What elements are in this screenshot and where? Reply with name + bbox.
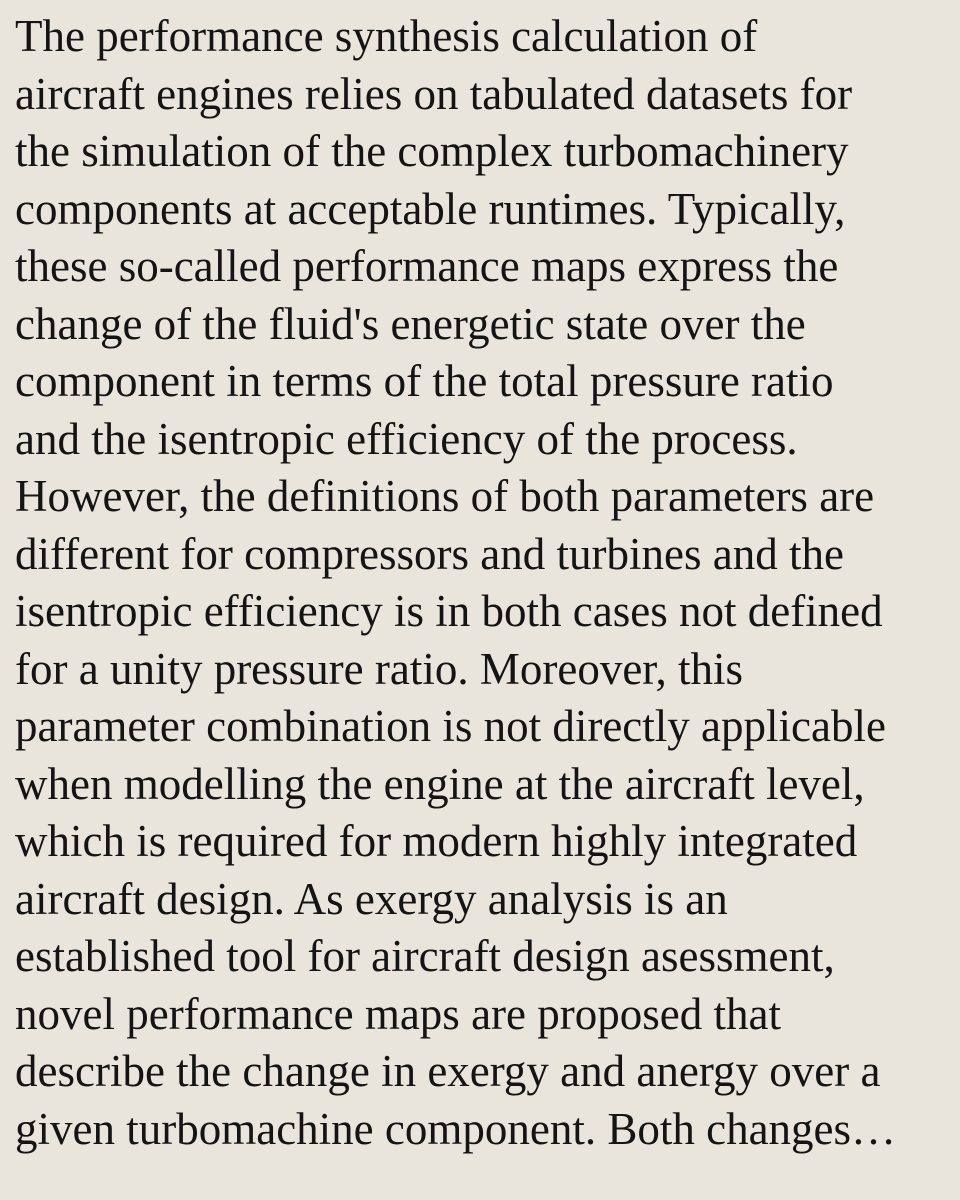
text-line: aircraft design. As exergy analysis is an (15, 873, 728, 924)
text-line: parameter combination is not directly applicable (15, 701, 886, 751)
text-line: when modelling the engine at the aircraft level, (15, 758, 865, 809)
text-line: established tool for aircraft design asessment, (15, 931, 835, 981)
text-line: novel performance maps are proposed that (15, 988, 781, 1039)
text-line: which is required for modern highly integrated (15, 816, 858, 866)
text-line: However, the definitions of both parameters are (15, 471, 875, 521)
text-line: component in terms of the total pressure ratio (15, 356, 834, 406)
text-line: change of the fluid's energetic state over the (15, 298, 806, 349)
text-line: given turbomachine component. Both changes… (15, 1103, 897, 1154)
text-line: describe the change in exergy and anergy over a (15, 1046, 881, 1096)
text-line: The performance synthesis calculation of (15, 11, 758, 61)
abstract-paragraph (15, 8, 960, 1158)
text-line: different for compressors and turbines and the (15, 528, 844, 579)
text-line: the simulation of the complex turbomachinery (15, 126, 849, 176)
text-line: components at acceptable runtimes. Typically, (15, 183, 846, 234)
text-line: isentropic efficiency is in both cases not defined (15, 586, 883, 636)
text-line: these so-called performance maps express the (15, 241, 839, 291)
text-line: for a unity pressure ratio. Moreover, this (15, 643, 743, 694)
text-line: aircraft engines relies on tabulated datasets for (15, 68, 853, 119)
text-line: and the isentropic efficiency of the process. (15, 413, 798, 464)
